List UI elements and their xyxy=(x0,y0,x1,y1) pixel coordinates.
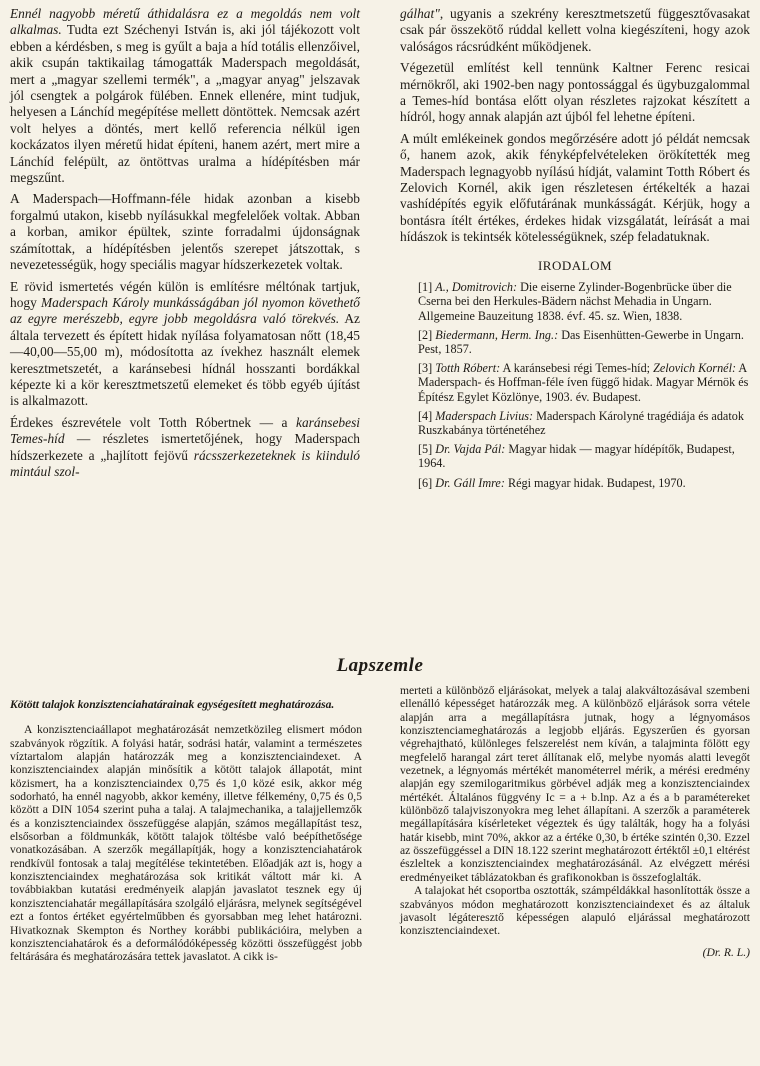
paragraph xyxy=(10,6,360,186)
paragraph xyxy=(400,60,750,126)
references-list xyxy=(400,280,750,490)
review-left-column xyxy=(10,698,362,964)
reference-item xyxy=(400,361,750,404)
author-signature: (Dr. R. L.) xyxy=(702,945,750,959)
paragraph-text: Tudta ezt Széchenyi István is, aki jól tájékozott volt ebben a kérdésben, s meg is gyűlt a baja a híd totális ellenzőivel, akik csupán taktikailag támogatták Maderspach megoldását, mert a „magyar szellemi termék", a „magyar anyag" jelszavak jól csengtek a polgárok fülében. Ennek ellenére, mint tudjuk, helyesen a Lánchíd megépítése mellett döntöttek. Nemcsak azért volt helyes a döntés, mert kellő referencia nélkül igen kockázatos ilyen méretű hidat építeni, hanem azért, mert mire a Lánchíd felépült, az öntöttvas uralma a hídépítésben már megszűnt. xyxy=(10,22,360,186)
reference-number: [2] xyxy=(418,327,433,342)
reference-number: [3] xyxy=(418,361,433,376)
reference-item xyxy=(400,280,750,323)
paragraph: A talajokat hét csoportba osztották, számpéldákkal hasonlították össze a szabványos módon meghatározott konzisztenciaindexet és az általuk javasolt légáteresztő képességen alapuló eljárással meghatározott konzisztenciaindexet. xyxy=(400,884,750,938)
paragraph-text: Az általa tervezett és épített hidak nyílása folyamatosan nőtt (18,45—40,00—55,00 m), módosította az ívekhez használt elemek keresztmetszetét, a karánsebesi hídnál hosszanti bordákkal képezte ki a kör keresztmetszetű elemeket és több egyéb újítást is alkalmazott. xyxy=(10,311,360,409)
reference-text: Das Eisenhütten-Gewerbe in Ungarn. Pest, 1857. xyxy=(418,327,744,356)
reference-item xyxy=(400,442,750,470)
reference-author: Dr. Gáll Imre: xyxy=(435,475,505,490)
reference-author: Dr. Vajda Pál: xyxy=(435,442,506,457)
section-title: Lapszemle xyxy=(336,655,424,676)
references-heading: IRODALOM xyxy=(537,257,613,273)
review-right-column xyxy=(400,684,750,959)
reference-number: [5] xyxy=(418,442,433,457)
italic-emphasis: karánsebesi Temes-híd xyxy=(10,414,360,447)
article-body-right-column xyxy=(400,6,750,490)
reference-item xyxy=(400,328,750,356)
italic-emphasis: rácsszerkezeteknek is kiinduló mintául szol- xyxy=(10,447,361,479)
reference-text: Magyar hidak — magyar hídépítők, Budapest, 1964. xyxy=(418,442,735,471)
reference-author: Biedermann, Herm. Ing.: xyxy=(435,327,559,342)
paragraph: merteti a különböző eljárásokat, melyek a talaj alakváltozásával szembeni ellenálló képességet határozzák meg. A különböző eljárások sorra vétele alapján arra a megállapításra jutnak, hogy a légnyomásos konzisztenciameghatározás a legjobb eljárás. Egyszerűen és gyorsan végrehajtható, különleges felszerelést nem kíván, a talajminta fölött egy megfelelő harangal zárt teret állítanak elő, melybe nyomás alatti levegőt vezetnek, a légnyomás mértékét manométerrel mérik, a mérési eredmény alapján egy szemilogaritmikus görbével adják meg a konzisztenciaindex mértékét. Általános függvény Ic = a + b.lnp. Az a és a b paramétereket különböző talajviszonyokra meg lehet állapítani. A szerzők a paraméterek megállapítására kísérleteket végeztek és úgy találták, hogy ha a folyási határ kisebb, mint 70%, akkor az a értéke 0,30, b értéke szintén 0,30. Ezzel az összefüggéssel a DIN 18.122 szerint meghatározott értéktől ±0,1 eltérést észleltek a konzisztenciaindex meghatározásánál. Az elvégzett mérési eredményeiket táblázatokban és grafikonokban is összefoglalták. xyxy=(400,684,750,884)
reference-text: A karánsebesi régi Temes-híd; xyxy=(500,361,654,376)
paragraph-text: A múlt emlékeinek gondos megőrzésére adott jó példát nemcsak ő, hanem azok, akik fényképfelvételeken örökítették meg Maderspach legnagyobb nyílású hídját, valamint Totth Róbert és Zelovich Kornél, akik igen részletesen értékelték a hazai vashídépítés egyik előfutárának munkásságát. Kérjük, hogy a bontásra ítélt értékes, érdekes hidak vizsgálatát, leírását a mai hídászok is tekintsék kötelességüknek, szép feladatuknak. xyxy=(400,130,750,245)
reference-item xyxy=(400,476,750,490)
paragraph-text: — részletes ismertetőjének, hogy Maderspach hídszerkezete a „hajlított fejövű xyxy=(10,431,360,463)
reference-author: Maderspach Livius: xyxy=(435,408,534,423)
reference-number: [1] xyxy=(418,280,433,295)
paragraph-text: Érdekes észrevétele volt Totth Róbertnek — a xyxy=(10,414,297,430)
paragraph-text: , ugyanis a szekrény keresztmetszetű függesztővasakat csak pár összekötő rúddal kellett volna kiegészíteni, hogy azok valóságos rácsrúdként működjenek. xyxy=(400,6,750,54)
reference-author: Totth Róbert: xyxy=(435,361,501,376)
paragraph xyxy=(10,191,360,273)
article-body-left-column xyxy=(10,6,360,480)
reference-text: Régi magyar hidak. Budapest, 1970. xyxy=(504,475,686,490)
paragraph-text: E rövid ismertetés végén külön is említésre méltónak tartjuk, hogy xyxy=(10,278,360,310)
reference-text: Maderspach Károlyné tragédiája és adatok Ruszkabánya történetéhez xyxy=(418,408,744,437)
italic-lead: Ennél nagyobb méretű áthidalásra ez a megoldás nem volt alkalmas. xyxy=(10,6,360,38)
paragraph: A konzisztenciaállapot meghatározását nemzetközileg elismert módon szabványok rögzítik. A folyási határ, sodrási határ, valamint a természetes víztartalom alapján határozzák meg a konzisztenciaindexet. A konzisztenciaindex alapján minősítik a kötött talajok állapotát, mint közismert, ha a konzisztenciaindex 0,75 és 1,0 közé esik, akkor még sodorható, ha ennél nagyobb, akkor kemény, illetve félkemény, 0,75 és 0,5 között a DIN 1054 szerint puha a talaj. A talajmechanika, a talajjellemzők és a konzisztenciaindex összefüggése alapján, számos megállapítást tesz, elsősorban a földmunkák, kötött talajok töltésbe való beépíthetősége vonatkozásában. A szerzők megállapítják, hogy a konzisztenciahatárok rendkívül fontosak a talaj megítélése tekintetében. Előadják azt is, hogy a konzisztenciaindex meghatározása sok kritikát váltott már ki. A továbbiakban kutatási eredményeik alapján javaslatot tesznek egy új konzisztenciahatár megállapítására szolgáló eljárásra, melynek segítségével ezt a fontos értéket egyértelműbben és gyorsabban meg lehet határozni. Hivatkoznak Skempton és Northey korábbi publikációira, melyben a konzisztenciahatárok és a deformálódóképesség közötti összefüggést jobb feltárására és meghatározására tettek javaslatot. A cikk is- xyxy=(10,723,362,964)
reference-number: [4] xyxy=(418,408,433,423)
reference-author: A., Domitrovich: xyxy=(435,280,518,295)
review-article-title: Kötött talajok konzisztenciahatárainak egységesített meghatározása. xyxy=(10,698,335,711)
paragraph xyxy=(10,415,360,481)
paragraph xyxy=(10,279,360,410)
reference-text: Die eiserne Zylinder-Bogenbrücke über die Cserna bei den Herkules-Bädern nächst Mehadia in Ungarn. Allgemeine Bauzeitung 1838. évf. 45. sz. Wien, 1838. xyxy=(418,280,732,323)
reference-author: Zelovich Kornél: xyxy=(653,361,737,376)
paragraph-text: A Maderspach—Hoffmann-féle hidak azonban a kisebb forgalmú utakon, kisebb nyílásukkal megfelelőek voltak. Abban a korban, amikor épültek, szinte forradalmi újdonságnak számítottak, a hídépítésben jelentős szerepet játszottak, s nevezetességük, hogy speciális magyar hídszerkezetek voltak. xyxy=(10,191,360,273)
paragraph-text: Végezetül említést kell tennünk Kaltner Ferenc resicai mérnökről, aki 1902-ben nagy pontossággal és ügybuzgalommal a Temes-híd bontása előtt olyan részletes rajzokat készített a hídról, hogy annak alapján azt újból fel lehetne építeni. xyxy=(400,60,750,125)
reference-item xyxy=(400,409,750,437)
italic-emphasis: gálhat" xyxy=(400,6,440,21)
reference-number: [6] xyxy=(418,475,433,490)
reference-text: A Maderspach- és Hoffman-féle íven függő hidak. Magyar Mérnök és Építész Egylet Közlönye, 1903. év. Budapest. xyxy=(418,361,749,404)
paragraph xyxy=(400,6,750,55)
italic-emphasis: Maderspach Károly munkásságában jól nyomon követhető az egyre merészebb, egyre jobb megoldásra való törekvés. xyxy=(10,294,360,327)
paragraph xyxy=(400,131,750,246)
